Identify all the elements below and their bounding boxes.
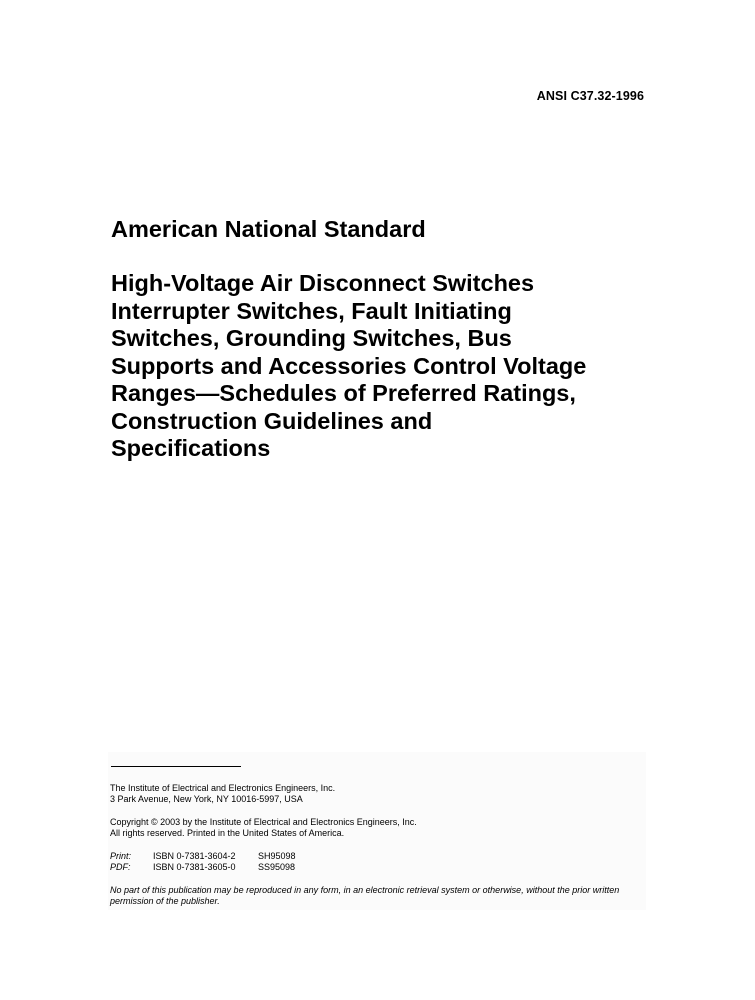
publisher-info <box>110 783 335 805</box>
isbn-code: SS95098 <box>258 862 296 872</box>
standard-id: ANSI C37.32-1996 <box>536 89 644 103</box>
title-line: Interrupter Switches, Fault Initiating <box>111 297 512 324</box>
isbn-list <box>110 851 296 873</box>
publication-info-footer <box>108 752 646 910</box>
footer-divider <box>111 766 241 767</box>
isbn-label: Print: <box>110 851 132 861</box>
title-line: Specifications <box>111 435 271 461</box>
document-title <box>111 270 671 463</box>
title-line: Supports and Accessories Control Voltage <box>111 352 587 379</box>
title-line: Ranges—Schedules of Preferred Ratings, <box>111 380 576 406</box>
rights-line: All rights reserved. Printed in the United States of America. <box>110 828 345 838</box>
title-line: High-Voltage Air Disconnect Switches <box>111 270 535 296</box>
title-line: Construction Guidelines and <box>111 407 433 434</box>
isbn-label: PDF: <box>110 862 131 872</box>
publisher-name: The Institute of Electrical and Electronics Engineers, Inc. <box>110 783 336 793</box>
copyright-info <box>110 817 417 839</box>
publisher-address: 3 Park Avenue, New York, NY 10016-5997, USA <box>110 794 303 804</box>
isbn-row-print <box>110 851 296 862</box>
isbn-number: ISBN 0-7381-3604-2 <box>153 851 236 861</box>
copyright-line: Copyright © 2003 by the Institute of Electrical and Electronics Engineers, Inc. <box>110 817 417 827</box>
isbn-row-pdf <box>110 862 296 873</box>
document-type-heading: American National Standard <box>111 216 426 242</box>
title-line: Switches, Grounding Switches, Bus <box>111 325 512 351</box>
isbn-code: SH95098 <box>258 851 296 861</box>
reproduction-notice: No part of this publication may be reproduced in any form, in an electronic retrieval system or otherwise, without the prior written permission of the publisher. <box>110 885 620 906</box>
isbn-number: ISBN 0-7381-3605-0 <box>153 862 236 872</box>
